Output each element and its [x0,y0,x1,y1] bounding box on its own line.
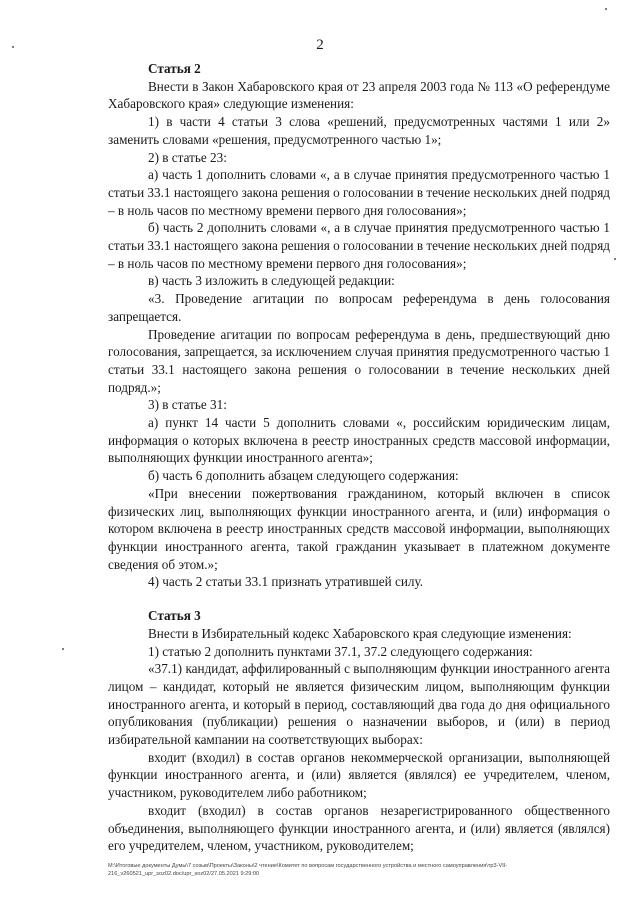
article-3-paragraph: Внести в Избирательный кодекс Хабаровского края следующие изменения: [148,625,572,641]
article-2-paragraph: 3) в статье 31: [148,397,227,413]
article-3-heading: Статья 3 [148,608,201,624]
article-2-paragraph: Внести в Закон Хабаровского края от 23 апреля 2003 года № 113 «О референдуме Хабаровского края» следующие изменения: [108,78,610,112]
article-2-paragraph: б) часть 6 дополнить абзацем следующего содержания: [148,468,459,484]
scan-speck [614,258,616,260]
document-body [108,60,610,855]
article-2-paragraph: «При внесении пожертвования гражданином, который включен в список физических лиц, выполняющих функции иностранного агента, и (или) информация о котором включена в реестр иностранных средств массовой информации, выполняющих функции иностранного агента, такой гражданин указывает в платежном документе сведения об этом.»; [108,485,610,572]
article-2-paragraph: «3. Проведение агитации по вопросам референдума в день голосования запрещается. [108,291,610,324]
article-2-heading: Статья 2 [148,61,201,76]
article-2-paragraph: Проведение агитации по вопросам референдума в день, предшествующий дню голосования, запрещается, за исключением случая принятия предусмотренного частью 1 статьи 33.1 настоящего закона решения о голосовании в течение нескольких дней подряд.»; [108,326,610,395]
article-2-paragraph: 2) в статье 23: [148,149,227,165]
article-3-paragraph: входит (входил) в состав органов некоммерческой организации, выполняющей функции иностранного агента, и (или) является (являлся) ее учредителем, членом, участником, руководителем либо работником; [108,749,610,801]
file-path-footer: M:\Итоговые документы Думы\7 созыв\Проекты\Законы\2 чтение\Комитет по вопросам государственного устройства и местного самоуправления\тр3-VII-216_v260521_upr_soz02.doc/upr_soz02/27.05.2021 9:29:00 [108,863,508,877]
article-3-paragraph: 1) статью 2 дополнить пунктами 37.1, 37.2 следующего содержания: [148,643,533,659]
article-2-paragraph: 1) в части 4 статьи 3 слова «решений, предусмотренных частями 1 или 2» заменить словами «решения, предусмотренного частью 1»; [108,114,610,147]
article-2-paragraph: а) пункт 14 части 5 дополнить словами «, российским юридическим лицам, информация о которых включена в реестр иностранных средств массовой информации, выполняющих функции иностранного агента»; [108,415,610,466]
article-3-paragraph: входит (входил) в состав органов незарегистрированного общественного объединения, выполняющего функции иностранного агента, и (или) является (являлся) его учредителем, членом, участником, руководителем; [108,802,610,854]
section-spacer [108,591,610,607]
article-2-paragraph: 4) часть 2 статьи 33.1 признать утратившей силу. [148,574,424,590]
article-3-paragraph: «37.1) кандидат, аффилированный с выполняющим функции иностранного агента лицом – кандидат, который не является физическим лицом, выполняющим функции иностранного агента, и который в период, составляющий два года до дня официального опубликования (публикации) решения о назначении выборов, и (или) в период избирательной кампании на соответствующих выборах: [108,661,610,748]
article-2-paragraph: б) часть 2 дополнить словами «, а в случае принятия предусмотренного частью 1 статьи 33.1 настоящего закона решения о голосовании в течение нескольких дней подряд – в ноль часов по местному времени первого дня голосования»; [108,220,610,271]
page-number: 2 [316,37,324,53]
article-2-paragraph: а) часть 1 дополнить словами «, а в случае принятия предусмотренного частью 1 статьи 33.1 настоящего закона решения о голосовании в течение нескольких дней подряд – в ноль часов по местному времени первого дня голосования»; [108,167,610,218]
article-2-paragraph: в) часть 3 изложить в следующей редакции: [148,273,395,289]
scan-speck [605,8,607,10]
scan-speck [62,648,64,650]
